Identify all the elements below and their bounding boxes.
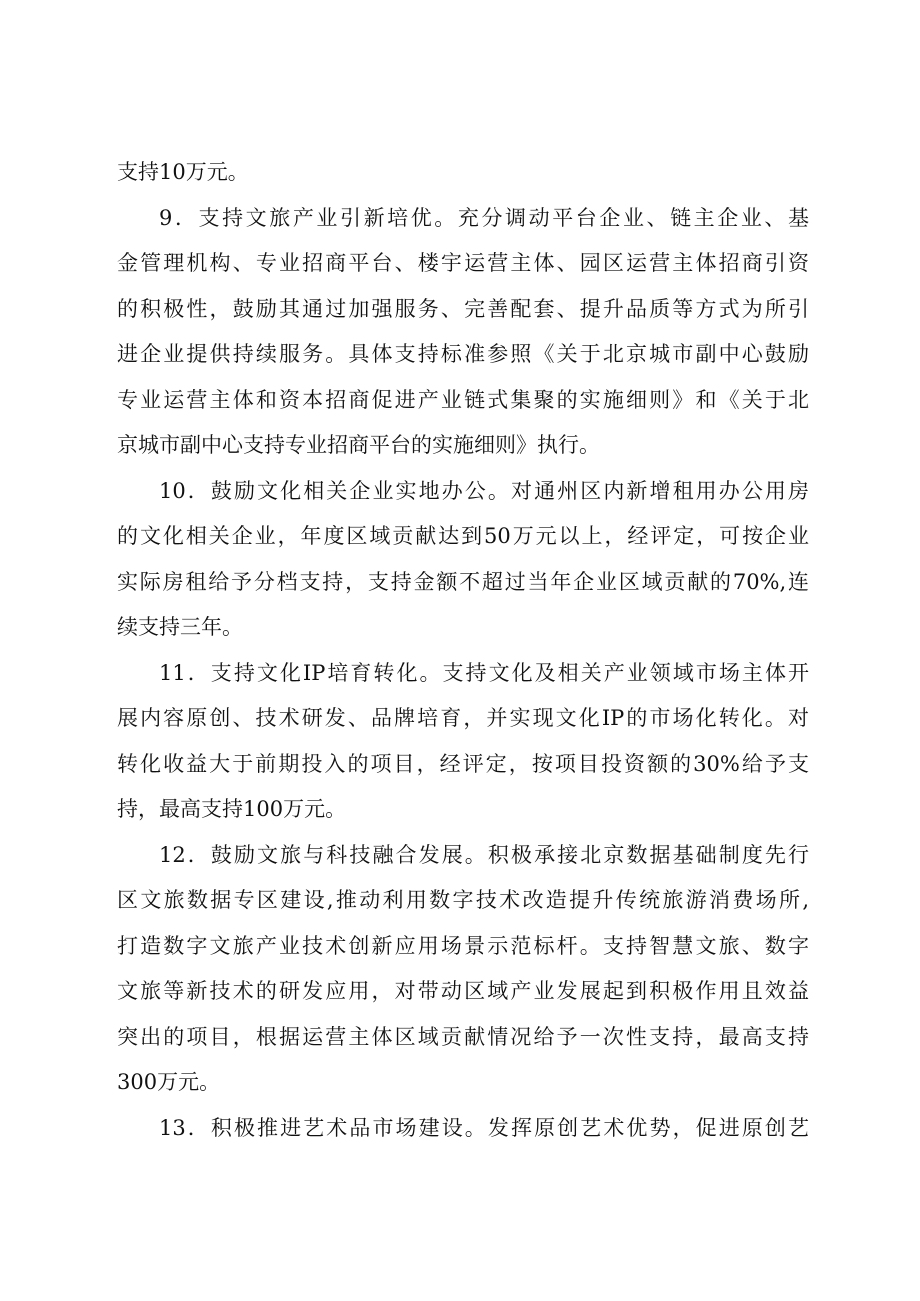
text-line: 区文旅数据专区建设,推动利用数字技术改造提升传统旅游消费场所,	[117, 888, 809, 912]
text-line: 的文化相关企业，年度区域贡献达到50万元以上，经评定，可按企业	[117, 524, 809, 548]
paragraph-11-heading-line: 11．支持文化IP培育转化。支持文化及相关产业领域市场主体开	[159, 660, 809, 685]
text-line: 金管理机构、专业招商平台、楼宇运营主体、园区运营主体招商引资	[117, 251, 809, 275]
text-line: 的积极性，鼓励其通过加强服务、完善配套、提升品质等方式为所引	[117, 296, 809, 321]
text-line: 支持10万元。	[117, 160, 249, 184]
text-line: 突出的项目，根据运营主体区域贡献情况给予一次性支持，最高支持	[117, 1024, 809, 1049]
paragraph-9-heading-line: 9．支持文旅产业引新培优。充分调动平台企业、链主企业、基	[159, 205, 809, 230]
text-line: 打造数字文旅产业技术创新应用场景示范标杆。支持智慧文旅、数字	[117, 933, 809, 958]
text-line: 文旅等新技术的研发应用，对带动区域产业发展起到积极作用且效益	[117, 979, 809, 1003]
text-line: 300万元。	[117, 1070, 221, 1094]
document-body	[117, 150, 809, 1151]
text-line: 展内容原创、技术研发、品牌培育，并实现文化IP的市场化转化。对	[117, 706, 809, 730]
paragraph-10-heading-line: 10．鼓励文化相关企业实地办公。对通州区内新增租用办公用房	[159, 478, 809, 503]
paragraph-12-heading-line: 12．鼓励文旅与科技融合发展。积极承接北京数据基础制度先行	[159, 842, 809, 867]
text-line: 持，最高支持100万元。	[117, 797, 347, 821]
text-line: 转化收益大于前期投入的项目，经评定，按项目投资额的30%给予支	[117, 751, 809, 776]
text-line: 实际房租给予分档支持，支持金额不超过当年企业区域贡献的70%,连	[117, 569, 809, 594]
text-line: 进企业提供持续服务。具体支持标准参照《关于北京城市副中心鼓励	[117, 342, 809, 366]
paragraph-13-heading-line: 13．积极推进艺术品市场建设。发挥原创艺术优势，促进原创艺	[159, 1115, 809, 1140]
text-line: 京城市副中心支持专业招商平台的实施细则》执行。	[117, 433, 600, 457]
text-line: 续支持三年。	[117, 615, 243, 639]
text-line: 专业运营主体和资本招商促进产业链式集聚的实施细则》和《关于北	[117, 387, 809, 412]
